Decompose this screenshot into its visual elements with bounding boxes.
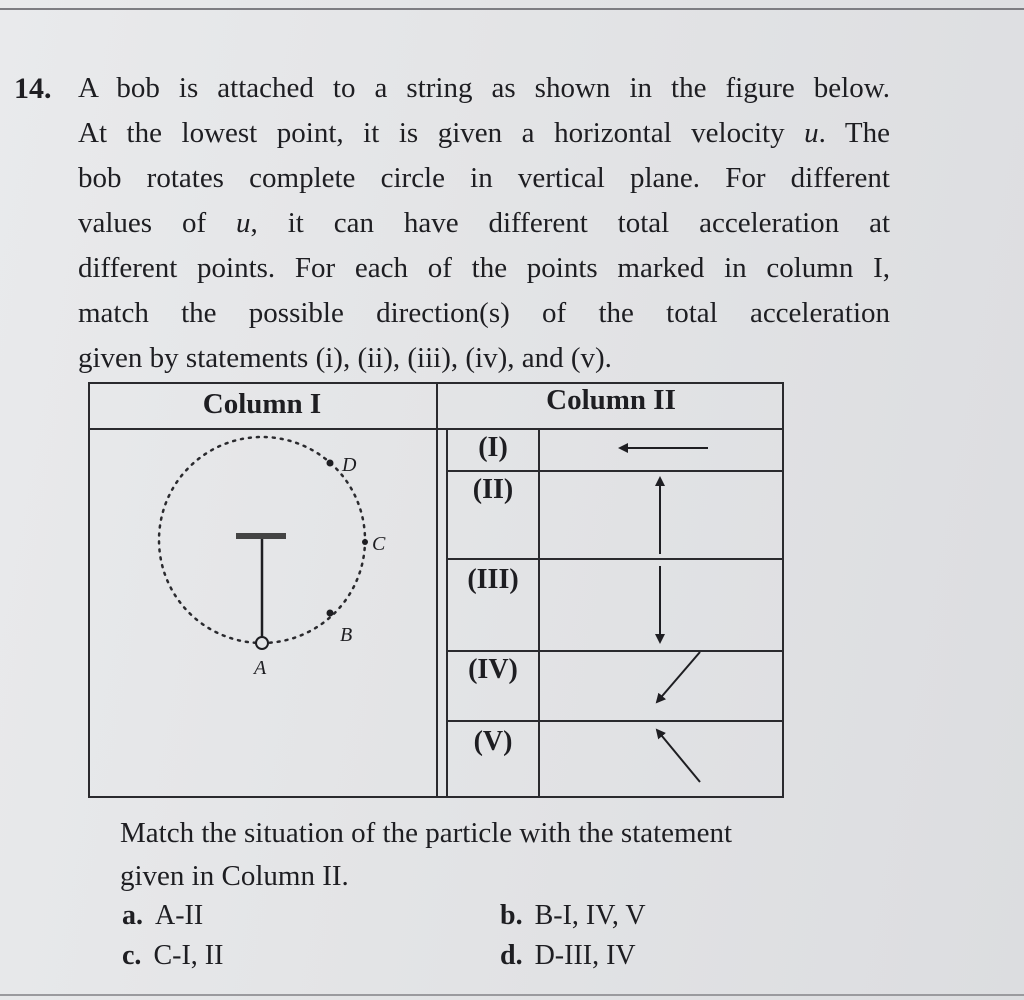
column-divider [436,382,438,798]
point-c-label: C [372,533,386,555]
match-table [88,382,784,798]
instruction-line-2: given in Column II. [120,860,349,892]
point-b-label: B [340,624,353,646]
point-b-dot [327,610,334,617]
point-d-label: D [342,454,357,476]
point-d-dot [327,460,334,467]
question-line-3: bob rotates complete circle in vertical plane. For different [78,162,890,194]
option-c[interactable]: c. C-I, II [122,940,224,971]
ceiling-support [236,533,286,539]
top-rule [0,8,1024,10]
option-d[interactable]: d. D-III, IV [500,940,636,971]
question-text [78,66,890,381]
table-border-right [782,382,784,798]
row-label-V: (V) [473,726,513,757]
question-line-6: match the possible direction(s) of the total acceleration [78,297,890,329]
bottom-rule [0,994,1024,996]
column-2-header: Column II [546,384,676,416]
column-2-arrows [540,430,782,796]
instruction-line-1: Match the situation of the particle with the statement [120,817,733,849]
point-a-label: A [254,657,267,679]
question-line-2: At the lowest point, it is given a horizontal velocity u. The [78,117,890,149]
instruction-text [120,812,900,898]
row-label-I: (I) [478,432,508,463]
point-c-dot [362,539,368,545]
pendulum-figure [90,430,434,796]
arrow-up-left [657,730,700,782]
bob [256,637,268,649]
row-label-III: (III) [467,564,519,595]
question-number: 14. [14,72,52,105]
question-line-7: given by statements (i), (ii), (iii), (iv), and (v). [78,342,612,374]
row-label-II: (II) [472,474,514,505]
arrow-down-left [657,652,700,702]
question-line-5: different points. For each of the points marked in column I, [78,252,890,284]
question-line-4: values of u, it can have different total acceleration at [78,207,891,239]
row-label-IV: (IV) [468,654,518,685]
option-a[interactable]: a. A-II [122,900,204,931]
column-1-header: Column I [202,388,322,420]
question-line-1: A bob is attached to a string as shown in the figure below. [78,72,890,104]
option-b[interactable]: b. B-I, IV, V [500,900,646,931]
